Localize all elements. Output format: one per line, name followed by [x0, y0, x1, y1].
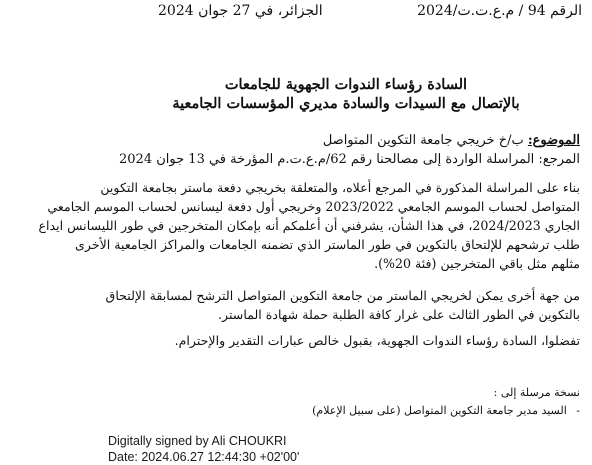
subject-label: الموضوع:: [527, 133, 580, 148]
body-paragraph-2: [80, 286, 580, 324]
body-paragraph-1: [38, 178, 580, 273]
body-line: الجاري 2024/2023، في هذا الشأن، يشرفني أن أعلمكم أنه بإمكان المتخرجين في طور الليسانس ايداع: [38, 218, 580, 233]
digital-signature-line-1: Digitally signed by Ali CHOUKRI: [108, 434, 287, 448]
body-line: مثلهم مثل باقي المتخرجين (فئة 20%).: [374, 256, 580, 271]
closing-formula: تفضلوا، السادة رؤساء الندوات الجهوية، بقبول خالص عبارات التقدير والإحترام.: [174, 333, 580, 348]
addressee-line-1: السادة رؤساء الندوات الجهوية للجامعات: [224, 76, 468, 93]
subject-text: ب/خ خريجي جامعة التكوين المتواصل: [322, 133, 528, 148]
subject-line: [323, 133, 580, 148]
digital-signature-date: Date: 2024.06.27 12:44:30 +02'00': [108, 450, 300, 464]
reference-number: الرقم 94 / م.ع.ت.ت/2024: [417, 3, 582, 19]
copy-bullet: -: [576, 404, 580, 417]
body-line: طلب ترشحهم للإلتحاق بالتكوين في طور الماستر الذي تضمنه الجامعات والمراكز الجامعية الأخرى: [75, 237, 580, 252]
place-and-date: الجزائر، في 27 جوان 2024: [158, 3, 323, 19]
copy-recipient: السيد مدير جامعة التكوين المتواصل (على سبيل الإعلام): [312, 404, 567, 417]
body-line: من جهة أخرى يمكن لخريجي الماستر من جامعة التكوين المتواصل الترشح لمسابقة الإلتحاق: [105, 288, 580, 303]
body-line: بالتكوين في الطور الثالث على غرار كافة الطلبة حملة شهادة الماستر.: [218, 307, 580, 322]
addressee-line-2: بالإتصال مع السيدات والسادة مديري المؤسسات الجامعية: [172, 95, 520, 112]
reference-line: المرجع: المراسلة الواردة إلى مصالحنا رقم 62/م.ع.ت.م المؤرخة في 13 جوان 2024: [119, 152, 580, 167]
copy-to-item: [312, 404, 580, 417]
body-line: المتواصل لحساب الموسم الجامعي 2023/2022 وخريجي أول دفعة ليسانس لحساب الموسم الجامعي: [47, 199, 580, 214]
body-line: بناء على المراسلة المذكورة في المرجع أعلاه، والمتعلقة بخريجي دفعة ماستر بجامعة التكوين: [100, 180, 580, 195]
copy-to-label: نسخة مرسلة إلى :: [493, 386, 580, 399]
